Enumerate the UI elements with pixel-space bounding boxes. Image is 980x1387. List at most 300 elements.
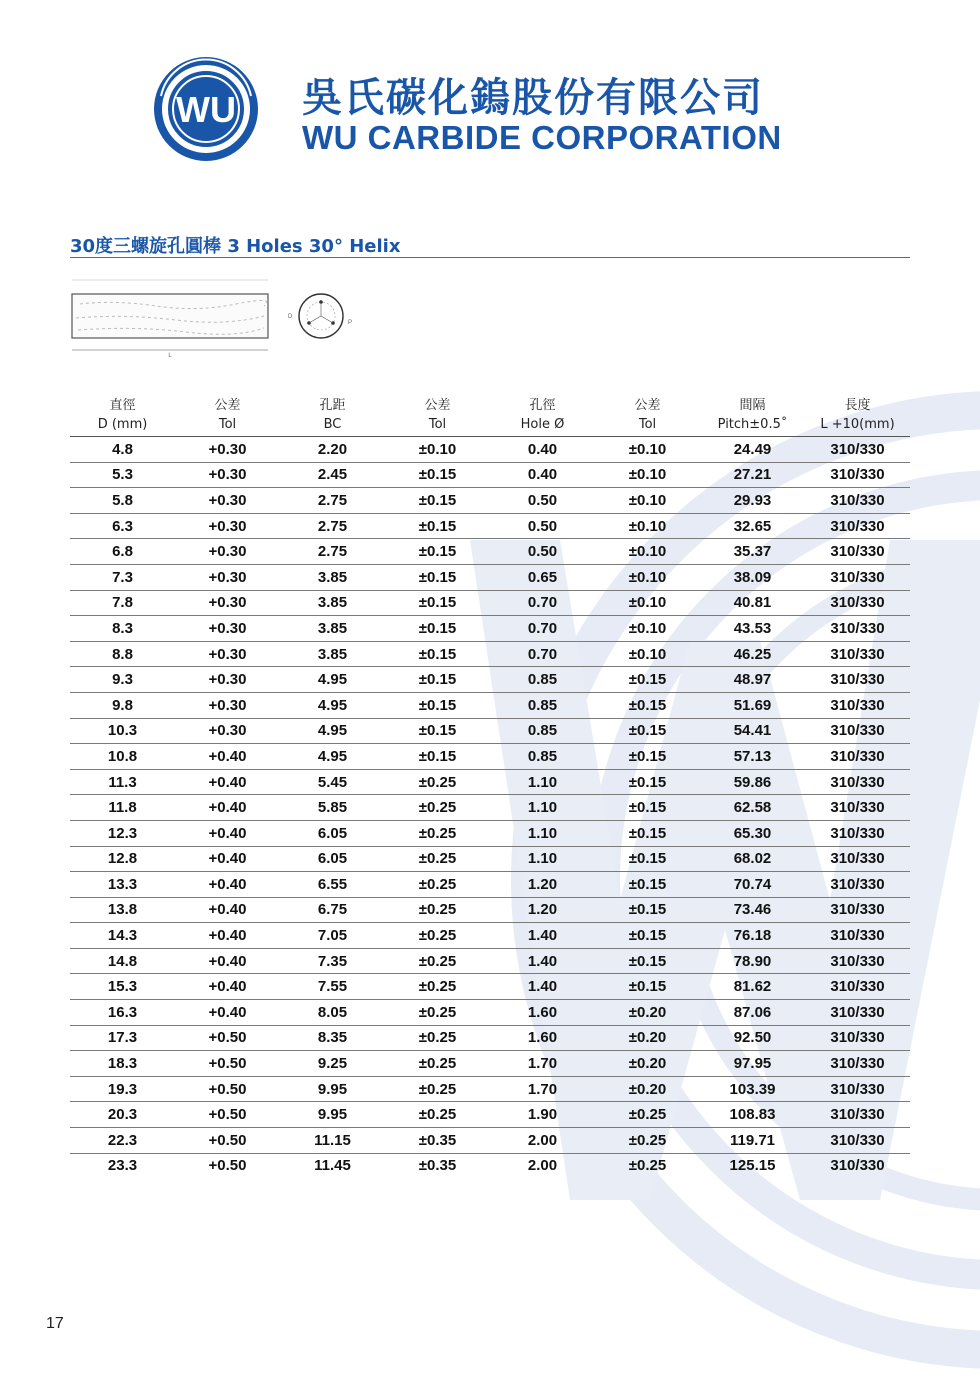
table-cell: ±0.25 bbox=[385, 1076, 490, 1102]
table-row bbox=[70, 795, 910, 821]
table-cell: 0.40 bbox=[490, 462, 595, 488]
table-cell: 2.45 bbox=[280, 462, 385, 488]
table-cell: 18.3 bbox=[70, 1051, 175, 1077]
table-cell: 11.3 bbox=[70, 769, 175, 795]
column-header-cn: 公差 bbox=[214, 398, 241, 413]
table-cell: 92.50 bbox=[700, 1025, 805, 1051]
table-cell: 24.49 bbox=[700, 437, 805, 463]
table-cell: 8.35 bbox=[280, 1025, 385, 1051]
table-cell: 12.8 bbox=[70, 846, 175, 872]
table-cell: 310/330 bbox=[805, 692, 910, 718]
table-cell: 310/330 bbox=[805, 846, 910, 872]
table-cell: 3.85 bbox=[280, 564, 385, 590]
table-cell: 310/330 bbox=[805, 616, 910, 642]
table-cell: 19.3 bbox=[70, 1076, 175, 1102]
table-row bbox=[70, 718, 910, 744]
column-header-en: Tol bbox=[638, 417, 657, 432]
table-cell: 0.85 bbox=[490, 718, 595, 744]
table-cell: ±0.15 bbox=[385, 692, 490, 718]
column-header bbox=[280, 393, 385, 437]
table-cell: 1.60 bbox=[490, 1025, 595, 1051]
table-cell: 22.3 bbox=[70, 1128, 175, 1154]
table-cell: 3.85 bbox=[280, 641, 385, 667]
table-cell: 70.74 bbox=[700, 872, 805, 898]
table-cell: 1.90 bbox=[490, 1102, 595, 1128]
table-cell: 97.95 bbox=[700, 1051, 805, 1077]
column-header-cn: 公差 bbox=[634, 398, 661, 413]
column-header-en: Tol bbox=[218, 417, 237, 432]
table-row bbox=[70, 872, 910, 898]
column-header bbox=[70, 393, 175, 437]
table-cell: +0.40 bbox=[175, 820, 280, 846]
table-cell: 6.55 bbox=[280, 872, 385, 898]
table-cell: ±0.25 bbox=[385, 769, 490, 795]
table-cell: 0.50 bbox=[490, 539, 595, 565]
table-cell: 11.45 bbox=[314, 1157, 351, 1175]
table-cell: 10.3 bbox=[70, 718, 175, 744]
table-cell: +0.30 bbox=[175, 692, 280, 718]
company-name-chinese: 吳氏碳化鎢股份有限公司 bbox=[302, 75, 764, 121]
column-header-cn: 長度 bbox=[844, 398, 871, 413]
table-cell: ±0.10 bbox=[595, 437, 700, 463]
table-cell: 51.69 bbox=[700, 692, 805, 718]
table-cell: 40.81 bbox=[700, 590, 805, 616]
table-cell: 5.45 bbox=[280, 769, 385, 795]
table-cell: ±0.15 bbox=[595, 769, 700, 795]
column-header-en: Tol bbox=[428, 417, 447, 432]
table-cell: 3.85 bbox=[280, 616, 385, 642]
table-cell: 310/330 bbox=[805, 1000, 910, 1026]
table-cell: 38.09 bbox=[700, 564, 805, 590]
table-cell: +0.40 bbox=[175, 923, 280, 949]
table-cell: 4.95 bbox=[280, 744, 385, 770]
table-cell: 9.3 bbox=[70, 667, 175, 693]
table-cell: 0.85 bbox=[490, 744, 595, 770]
table-row bbox=[70, 590, 910, 616]
table-cell: ±0.15 bbox=[595, 948, 700, 974]
table-cell: 310/330 bbox=[805, 1102, 910, 1128]
column-header-cn: 直徑 bbox=[109, 398, 136, 413]
table-row bbox=[70, 692, 910, 718]
section-title: 30度三螺旋孔圓棒 3 Holes 30° Helix bbox=[70, 236, 401, 257]
table-cell: +0.40 bbox=[175, 846, 280, 872]
pitch-label: P bbox=[348, 320, 353, 326]
table-row bbox=[70, 616, 910, 642]
table-cell: 5.8 bbox=[70, 488, 175, 514]
table-cell: +0.40 bbox=[175, 795, 280, 821]
table-cell: ±0.35 bbox=[418, 1157, 457, 1175]
company-name-english: WU CARBIDE CORPORATION bbox=[302, 119, 782, 156]
table-cell: 1.60 bbox=[490, 1000, 595, 1026]
table-cell: 17.3 bbox=[70, 1025, 175, 1051]
table-cell: 310/330 bbox=[805, 744, 910, 770]
table-cell: 48.97 bbox=[700, 667, 805, 693]
table-cell: +0.40 bbox=[175, 948, 280, 974]
table-cell: 0.85 bbox=[490, 692, 595, 718]
column-header-cn: 孔徑 bbox=[529, 398, 556, 413]
table-cell: ±0.25 bbox=[385, 872, 490, 898]
table-cell: 125.15 bbox=[729, 1157, 776, 1175]
table-cell: 0.85 bbox=[490, 667, 595, 693]
table-cell: 12.3 bbox=[70, 820, 175, 846]
column-header-en: BC bbox=[323, 417, 342, 432]
table-cell: 20.3 bbox=[70, 1102, 175, 1128]
table-cell: 6.05 bbox=[280, 846, 385, 872]
table-cell: ±0.25 bbox=[385, 795, 490, 821]
table-cell: ±0.15 bbox=[595, 897, 700, 923]
table-cell: 108.83 bbox=[700, 1102, 805, 1128]
column-header bbox=[700, 393, 805, 437]
table-cell: +0.40 bbox=[175, 769, 280, 795]
table-cell: ±0.10 bbox=[385, 437, 490, 463]
table-cell: ±0.15 bbox=[595, 718, 700, 744]
table-cell: 14.3 bbox=[70, 923, 175, 949]
table-cell: 310/330 bbox=[805, 488, 910, 514]
column-header bbox=[385, 393, 490, 437]
table-cell: 87.06 bbox=[700, 1000, 805, 1026]
table-cell: +0.30 bbox=[175, 488, 280, 514]
table-cell: 10.8 bbox=[70, 744, 175, 770]
table-cell: 7.3 bbox=[70, 564, 175, 590]
table-cell: 0.70 bbox=[490, 616, 595, 642]
table-cell: 1.70 bbox=[490, 1076, 595, 1102]
table-cell: ±0.15 bbox=[385, 513, 490, 539]
column-header-en: D (mm) bbox=[97, 417, 148, 432]
table-cell: 0.40 bbox=[490, 437, 595, 463]
table-row bbox=[70, 1000, 910, 1026]
table-cell: ±0.20 bbox=[595, 1051, 700, 1077]
table-cell: 29.93 bbox=[700, 488, 805, 514]
table-cell: ±0.25 bbox=[385, 974, 490, 1000]
table-cell: 1.10 bbox=[490, 820, 595, 846]
table-cell: ±0.20 bbox=[595, 1025, 700, 1051]
column-header-en: L +10(mm) bbox=[820, 417, 895, 432]
table-cell: 9.95 bbox=[280, 1076, 385, 1102]
table-cell: 57.13 bbox=[700, 744, 805, 770]
table-cell: 9.95 bbox=[280, 1102, 385, 1128]
table-cell: 81.62 bbox=[700, 974, 805, 1000]
table-cell: +0.40 bbox=[175, 744, 280, 770]
table-cell: 65.30 bbox=[700, 820, 805, 846]
table-cell: 310/330 bbox=[805, 795, 910, 821]
table-cell: ±0.25 bbox=[385, 1102, 490, 1128]
table-cell: 310/330 bbox=[805, 1128, 910, 1154]
table-cell: +0.30 bbox=[175, 718, 280, 744]
column-header bbox=[175, 393, 280, 437]
table-cell: 310/330 bbox=[805, 820, 910, 846]
table-row bbox=[70, 769, 910, 795]
table-cell: 4.95 bbox=[280, 718, 385, 744]
table-cell: 68.02 bbox=[700, 846, 805, 872]
table-cell: +0.30 bbox=[175, 616, 280, 642]
table-row bbox=[70, 488, 910, 514]
table-cell: 310/330 bbox=[805, 769, 910, 795]
table-cell: ±0.15 bbox=[595, 667, 700, 693]
table-cell: ±0.15 bbox=[595, 692, 700, 718]
length-label: L bbox=[168, 353, 172, 358]
table-cell: 35.37 bbox=[700, 539, 805, 565]
table-cell: ±0.15 bbox=[385, 488, 490, 514]
table-cell: +0.30 bbox=[175, 590, 280, 616]
table-cell: 0.70 bbox=[490, 641, 595, 667]
table-row bbox=[70, 897, 910, 923]
table-cell: 32.65 bbox=[700, 513, 805, 539]
table-cell: 59.86 bbox=[700, 769, 805, 795]
table-cell: +0.30 bbox=[175, 437, 280, 463]
table-cell: +0.30 bbox=[175, 667, 280, 693]
table-cell: 15.3 bbox=[70, 974, 175, 1000]
table-cell: +0.30 bbox=[175, 564, 280, 590]
table-cell: 2.75 bbox=[280, 513, 385, 539]
table-cell: 310/330 bbox=[805, 897, 910, 923]
table-cell: ±0.10 bbox=[595, 564, 700, 590]
column-header-cn: 公差 bbox=[424, 398, 451, 413]
table-cell: 310/330 bbox=[805, 590, 910, 616]
table-cell: +0.40 bbox=[175, 897, 280, 923]
table-row bbox=[70, 1153, 910, 1178]
table-cell: 310/330 bbox=[805, 1076, 910, 1102]
table-cell: 4.95 bbox=[280, 692, 385, 718]
table-cell: 6.3 bbox=[70, 513, 175, 539]
table-row bbox=[70, 564, 910, 590]
table-cell: 2.20 bbox=[280, 437, 385, 463]
column-header-en: Hole Ø bbox=[520, 417, 565, 432]
table-cell: 43.53 bbox=[700, 616, 805, 642]
column-header bbox=[805, 393, 910, 437]
column-header-cn: 間隔 bbox=[739, 398, 766, 413]
table-cell: 0.70 bbox=[490, 590, 595, 616]
table-cell: ±0.15 bbox=[385, 539, 490, 565]
table-cell: 2.75 bbox=[280, 488, 385, 514]
table-cell: 7.8 bbox=[70, 590, 175, 616]
spec-table-body bbox=[70, 437, 910, 1179]
table-row bbox=[70, 948, 910, 974]
table-row bbox=[70, 539, 910, 565]
column-header bbox=[490, 393, 595, 437]
table-cell: 310/330 bbox=[805, 1051, 910, 1077]
table-cell: 7.55 bbox=[280, 974, 385, 1000]
table-row bbox=[70, 1076, 910, 1102]
table-cell: 310/330 bbox=[805, 667, 910, 693]
table-cell: 46.25 bbox=[700, 641, 805, 667]
table-cell: 7.05 bbox=[280, 923, 385, 949]
table-cell: 5.85 bbox=[280, 795, 385, 821]
column-header-en: Pitch±0.5˚ bbox=[717, 417, 788, 432]
table-cell: ±0.15 bbox=[385, 744, 490, 770]
table-cell: ±0.15 bbox=[595, 820, 700, 846]
table-cell: +0.50 bbox=[175, 1102, 280, 1128]
table-cell: ±0.10 bbox=[595, 513, 700, 539]
table-cell: 4.8 bbox=[70, 437, 175, 463]
table-cell: ±0.35 bbox=[385, 1128, 490, 1154]
logo-text: WU bbox=[176, 89, 236, 130]
table-cell: 1.10 bbox=[490, 846, 595, 872]
table-cell: 310/330 bbox=[830, 1157, 885, 1175]
table-cell: ±0.25 bbox=[385, 820, 490, 846]
table-cell: ±0.15 bbox=[595, 872, 700, 898]
table-cell: +0.40 bbox=[175, 974, 280, 1000]
table-cell: 310/330 bbox=[805, 564, 910, 590]
table-cell: +0.30 bbox=[175, 539, 280, 565]
table-cell: 8.8 bbox=[70, 641, 175, 667]
table-cell: 1.40 bbox=[490, 974, 595, 1000]
table-cell: ±0.15 bbox=[385, 462, 490, 488]
table-cell: 11.15 bbox=[280, 1128, 385, 1154]
table-cell: 2.00 bbox=[527, 1157, 558, 1175]
table-row bbox=[70, 437, 910, 463]
table-cell: ±0.15 bbox=[385, 564, 490, 590]
table-cell: ±0.25 bbox=[385, 1025, 490, 1051]
table-cell: ±0.10 bbox=[595, 488, 700, 514]
rod-technical-drawing bbox=[66, 272, 376, 358]
table-cell: ±0.15 bbox=[385, 590, 490, 616]
table-cell: ±0.25 bbox=[385, 948, 490, 974]
table-cell: 310/330 bbox=[805, 641, 910, 667]
table-cell: ±0.25 bbox=[385, 897, 490, 923]
table-cell: 1.10 bbox=[490, 795, 595, 821]
table-cell: ±0.25 bbox=[385, 1051, 490, 1077]
table-cell: +0.50 bbox=[208, 1157, 247, 1175]
table-cell: ±0.15 bbox=[595, 974, 700, 1000]
table-cell: +0.30 bbox=[175, 641, 280, 667]
spec-table bbox=[70, 393, 910, 1178]
table-cell: +0.50 bbox=[175, 1076, 280, 1102]
table-cell: +0.50 bbox=[175, 1051, 280, 1077]
table-cell: 310/330 bbox=[805, 539, 910, 565]
table-cell: ±0.25 bbox=[595, 1102, 700, 1128]
table-cell: 310/330 bbox=[805, 923, 910, 949]
table-cell: ±0.15 bbox=[595, 923, 700, 949]
table-row bbox=[70, 744, 910, 770]
header-row bbox=[70, 393, 910, 437]
table-cell: ±0.15 bbox=[385, 718, 490, 744]
table-row bbox=[70, 974, 910, 1000]
table-cell: 73.46 bbox=[700, 897, 805, 923]
section-divider bbox=[70, 257, 910, 258]
table-cell: 78.90 bbox=[700, 948, 805, 974]
spec-table-header bbox=[70, 393, 910, 437]
table-cell: 76.18 bbox=[700, 923, 805, 949]
table-cell: 8.3 bbox=[70, 616, 175, 642]
table-cell: 6.05 bbox=[280, 820, 385, 846]
table-cell: 27.21 bbox=[700, 462, 805, 488]
table-cell: ±0.25 bbox=[385, 1000, 490, 1026]
table-cell: 6.8 bbox=[70, 539, 175, 565]
table-cell: 2.00 bbox=[490, 1128, 595, 1154]
table-cell: 5.3 bbox=[70, 462, 175, 488]
table-cell: 103.39 bbox=[700, 1076, 805, 1102]
table-row bbox=[70, 923, 910, 949]
table-row bbox=[70, 667, 910, 693]
table-cell: 1.70 bbox=[490, 1051, 595, 1077]
table-row bbox=[70, 1128, 910, 1154]
table-cell: ±0.15 bbox=[385, 616, 490, 642]
table-cell: 13.8 bbox=[70, 897, 175, 923]
table-row bbox=[70, 513, 910, 539]
table-cell: ±0.25 bbox=[385, 846, 490, 872]
table-cell: ±0.15 bbox=[595, 846, 700, 872]
table-cell: 4.95 bbox=[280, 667, 385, 693]
table-cell: +0.50 bbox=[175, 1128, 280, 1154]
table-cell: ±0.10 bbox=[595, 616, 700, 642]
table-cell: ±0.10 bbox=[595, 539, 700, 565]
table-cell: 1.10 bbox=[490, 769, 595, 795]
table-cell: 310/330 bbox=[805, 1025, 910, 1051]
table-cell: 0.65 bbox=[490, 564, 595, 590]
table-cell: ±0.20 bbox=[595, 1076, 700, 1102]
wu-logo-icon bbox=[153, 56, 259, 162]
page-number: 17 bbox=[46, 1315, 64, 1332]
table-cell: ±0.20 bbox=[595, 1000, 700, 1026]
table-cell: 2.75 bbox=[280, 539, 385, 565]
table-cell: 310/330 bbox=[805, 718, 910, 744]
table-cell: ±0.25 bbox=[628, 1157, 667, 1175]
table-cell: 1.20 bbox=[490, 872, 595, 898]
table-cell: 0.50 bbox=[490, 513, 595, 539]
table-cell: 1.40 bbox=[490, 923, 595, 949]
table-cell: +0.40 bbox=[175, 872, 280, 898]
table-cell: 11.8 bbox=[70, 795, 175, 821]
table-cell: 310/330 bbox=[805, 974, 910, 1000]
table-cell: 23.3 bbox=[107, 1157, 138, 1175]
table-cell: ±0.15 bbox=[595, 795, 700, 821]
table-row bbox=[70, 641, 910, 667]
table-cell: 1.40 bbox=[490, 948, 595, 974]
table-cell: ±0.15 bbox=[595, 744, 700, 770]
table-cell: 8.05 bbox=[280, 1000, 385, 1026]
table-cell: ±0.25 bbox=[385, 923, 490, 949]
table-cell: 310/330 bbox=[805, 437, 910, 463]
table-cell: ±0.25 bbox=[595, 1128, 700, 1154]
table-cell: 62.58 bbox=[700, 795, 805, 821]
table-cell: 7.35 bbox=[280, 948, 385, 974]
table-cell: 9.25 bbox=[280, 1051, 385, 1077]
table-cell: 0.50 bbox=[490, 488, 595, 514]
table-cell: 54.41 bbox=[700, 718, 805, 744]
table-cell: ±0.15 bbox=[385, 667, 490, 693]
table-row bbox=[70, 1102, 910, 1128]
table-row bbox=[70, 462, 910, 488]
table-cell: 310/330 bbox=[805, 513, 910, 539]
table-cell: 9.8 bbox=[70, 692, 175, 718]
table-cell: +0.50 bbox=[175, 1025, 280, 1051]
column-header-cn: 孔距 bbox=[319, 398, 346, 413]
table-cell: +0.30 bbox=[175, 513, 280, 539]
table-cell: ±0.10 bbox=[595, 462, 700, 488]
table-cell: 3.85 bbox=[280, 590, 385, 616]
table-cell: +0.40 bbox=[175, 1000, 280, 1026]
table-cell: ±0.10 bbox=[595, 641, 700, 667]
table-cell: ±0.10 bbox=[595, 590, 700, 616]
table-row bbox=[70, 1051, 910, 1077]
table-row bbox=[70, 820, 910, 846]
table-cell: 310/330 bbox=[805, 948, 910, 974]
table-row bbox=[70, 1025, 910, 1051]
table-cell: 14.8 bbox=[70, 948, 175, 974]
table-row bbox=[70, 846, 910, 872]
table-cell: 16.3 bbox=[70, 1000, 175, 1026]
table-cell: +0.30 bbox=[175, 462, 280, 488]
table-cell: 119.71 bbox=[700, 1128, 805, 1154]
table-cell: 6.75 bbox=[280, 897, 385, 923]
diameter-label: D bbox=[288, 314, 293, 320]
column-header bbox=[595, 393, 700, 437]
table-cell: 13.3 bbox=[70, 872, 175, 898]
table-cell: 1.20 bbox=[490, 897, 595, 923]
table-cell: 310/330 bbox=[805, 462, 910, 488]
table-cell: 310/330 bbox=[805, 872, 910, 898]
table-cell: ±0.15 bbox=[385, 641, 490, 667]
